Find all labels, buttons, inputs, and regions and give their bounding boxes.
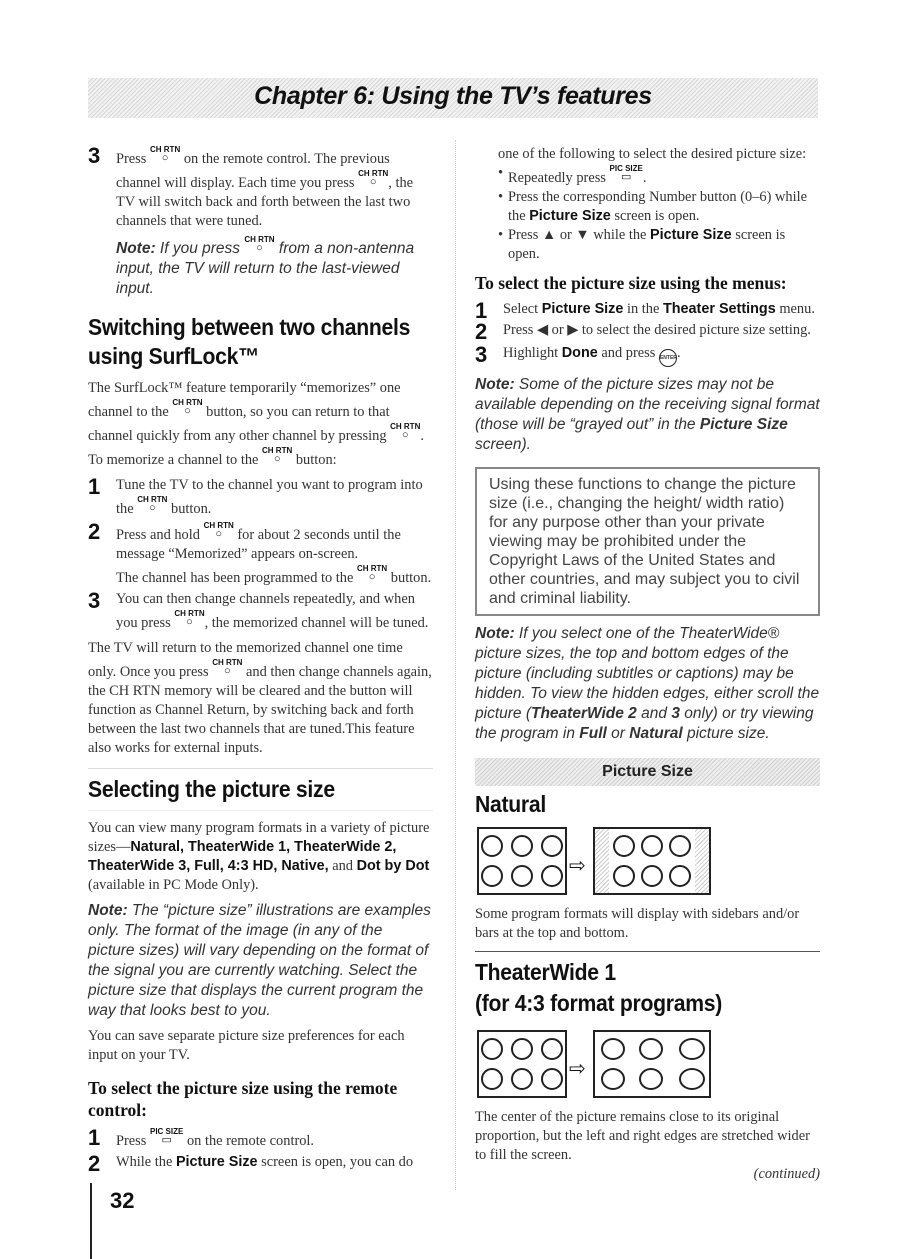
chapter-title: Chapter 6: Using the TV’s features — [254, 82, 652, 110]
natural-description: Some program formats will display with sidebars and/or bars at the top and bottom. — [475, 906, 800, 941]
circle-icon — [481, 1068, 503, 1090]
theaterwide-3-term: 3 — [671, 705, 680, 722]
text: The TV will return to the memorized channel one time only. Once you press — [88, 640, 403, 680]
circle-icon — [541, 835, 563, 857]
text: Press and hold — [116, 527, 200, 543]
text: Tune the TV to the channel you want to program into the — [116, 477, 423, 517]
continued-label: (continued) — [753, 1166, 820, 1182]
text: Press ▲ or ▼ while the — [508, 227, 647, 243]
step-3-intro — [88, 145, 433, 231]
text: You can then change channels repeatedly, and when you press — [116, 591, 415, 631]
theaterwide-1-description: The center of the picture remains close to its original proportion, but the left and right edges are stretched wider to fill the screen. — [475, 1109, 810, 1163]
original-screen — [477, 1030, 567, 1098]
text: from a non-antenna input, the TV will return to the last-viewed input. — [116, 240, 415, 297]
step-number: 3 — [88, 588, 101, 613]
ch-rtn-button-icon: CH RTN ○ — [212, 658, 243, 677]
text: button, so you can return to that channel quickly from any other channel by pressing — [88, 404, 390, 444]
ch-rtn-button-icon: CH RTN ○ — [174, 609, 205, 628]
text: While the — [116, 1154, 173, 1170]
circle-icon — [613, 835, 635, 857]
theater-settings-term: Theater Settings — [662, 301, 776, 317]
picture-size-term: Picture Size — [650, 227, 732, 243]
picture-size-term: Picture Size — [529, 208, 611, 224]
circle-icon — [641, 865, 663, 887]
picture-size-heading: Selecting the picture size — [88, 776, 335, 802]
note-theaterwide — [475, 624, 820, 744]
text: and — [641, 705, 667, 722]
ch-rtn-button-icon: CH RTN ○ — [356, 564, 388, 583]
circle-icon — [541, 1068, 563, 1090]
circle-icon — [511, 835, 533, 857]
natural-screen — [593, 827, 711, 895]
text: . To memorize a channel to the — [88, 428, 424, 468]
step-number: 1 — [88, 474, 101, 499]
circle-icon — [679, 1068, 705, 1090]
text: The channel has been programmed to the — [116, 570, 354, 586]
text: Press — [116, 1133, 147, 1149]
text: Press the corresponding Number button (0–6) while the — [508, 189, 807, 224]
circle-icon — [511, 865, 533, 887]
circle-icon — [639, 1068, 663, 1090]
ch-rtn-button-icon: CH RTN ○ — [137, 495, 168, 514]
column-divider — [455, 140, 456, 1190]
ch-rtn-button-icon: CH RTN ○ — [358, 169, 389, 188]
surflock-paragraph — [88, 379, 433, 470]
theaterwide-1-illustration — [475, 1030, 820, 1102]
bullet-arrow-keys — [498, 226, 820, 264]
natural-illustration — [475, 827, 820, 899]
picture-size-band: Picture Size — [475, 758, 820, 786]
text: and then change channels again, the CH RTN memory will be cleared and the button will function as Channel Return, by switching back and forth between the last two channels that are tuned.This feature also works for external inputs. — [88, 664, 432, 756]
text: only) or try viewing the program in — [475, 705, 814, 742]
text: on the remote control. The previous channel will display. Each time you press — [116, 151, 390, 191]
note-grayed-out — [475, 375, 820, 455]
text: . — [676, 345, 681, 361]
text: screen). — [475, 436, 531, 453]
circle-icon — [601, 1068, 625, 1090]
text: Select — [503, 301, 539, 317]
formats-paragraph — [88, 819, 433, 895]
circle-icon — [511, 1038, 533, 1060]
menu-step-2 — [475, 319, 820, 344]
note-illustrations — [88, 901, 433, 1021]
circle-icon — [541, 1038, 563, 1060]
step-number: 2 — [475, 319, 488, 344]
theaterwide-screen — [593, 1030, 711, 1098]
surflock-step-1 — [88, 476, 433, 519]
pic-size-button-icon: PIC SIZE ▭ — [609, 164, 643, 183]
step-number: 2 — [88, 519, 101, 544]
text: Press — [116, 151, 147, 167]
circle-icon — [601, 1038, 625, 1060]
arrow-right-icon: ⇨ — [569, 1058, 586, 1080]
text: button. — [390, 570, 432, 586]
bullet-number-button — [498, 188, 820, 226]
text: Some of the picture sizes may not be available depending on the receiving signal format (those will be “grayed out” in the — [475, 376, 820, 433]
menus-heading: To select the picture size using the menus: — [475, 273, 787, 293]
surflock-step-3 — [88, 590, 433, 633]
circle-icon — [481, 865, 503, 887]
circle-icon — [669, 835, 691, 857]
enter-button-icon: ENTER — [659, 349, 677, 367]
text: screen is open. — [508, 227, 786, 262]
circle-icon — [481, 1038, 503, 1060]
step-number: 3 — [88, 143, 101, 168]
arrow-right-icon: ⇨ — [569, 855, 586, 877]
pic-size-button-icon: PIC SIZE ▭ — [150, 1127, 184, 1146]
remote-step-2 — [88, 1151, 433, 1176]
text: If you select one of the TheaterWide® picture sizes, the top and bottom edges of the picture (including subtitles or captions) may be hidden. To view the hidden edges, either scroll the picture ( — [475, 625, 820, 722]
picture-size-term: Picture Size — [541, 301, 624, 317]
circle-icon — [541, 865, 563, 887]
natural-term: Natural — [629, 725, 683, 742]
text: Highlight — [503, 345, 559, 361]
page-number: 32 — [110, 1188, 135, 1213]
picture-size-term: Picture Size — [699, 416, 788, 433]
note-label: Note: — [475, 376, 515, 393]
step-number: 1 — [475, 298, 488, 323]
right-column — [475, 145, 820, 1184]
surflock-heading: Switching between two channels using SurfLock™ — [88, 314, 411, 369]
text: , the TV will switch back and forth between the last two channels that were tuned. — [116, 175, 414, 229]
remote-step-1 — [88, 1127, 433, 1151]
ch-rtn-button-icon: CH RTN ○ — [172, 398, 203, 417]
surflock-step-2 — [88, 521, 433, 588]
text: Repeatedly press — [508, 170, 606, 186]
text: . — [642, 170, 647, 186]
note-label: Note: — [88, 902, 128, 919]
theaterwide-1-subheading: (for 4:3 format programs) — [475, 990, 723, 1016]
step-number: 2 — [88, 1151, 101, 1176]
copyright-warning-box: Using these functions to change the picture size (i.e., changing the height/ width ratio) for any purpose other than your private viewing may be prohibited under the Copyright Laws of the United States and other countries, and may subject you to civil and criminal liability. — [475, 467, 820, 616]
text: You can view many program formats in a variety of picture sizes— — [88, 820, 430, 855]
circle-icon — [481, 835, 503, 857]
text: or — [611, 725, 625, 742]
left-column — [88, 143, 433, 1176]
text: in the — [626, 301, 660, 317]
text: button: — [295, 452, 337, 468]
section-divider — [88, 810, 433, 811]
section-divider — [88, 768, 433, 769]
text: for about 2 seconds until the message “Memorized” appears on-screen. — [116, 527, 401, 562]
text: and — [332, 858, 353, 874]
original-screen — [477, 827, 567, 895]
natural-heading: Natural — [475, 791, 546, 817]
full-term: Full — [579, 725, 607, 742]
text: menu. — [779, 301, 815, 317]
ch-rtn-button-icon: CH RTN ○ — [262, 446, 293, 465]
text: (available in PC Mode Only). — [88, 877, 259, 893]
ch-rtn-button-icon: CH RTN ○ — [390, 422, 421, 441]
circle-icon — [679, 1038, 705, 1060]
ch-rtn-button-icon: CH RTN ○ — [150, 145, 181, 164]
remote-heading: To select the picture size using the remote control: — [88, 1078, 398, 1120]
page-margin-bar — [90, 1183, 92, 1259]
continued-paragraph: one of the following to select the desired picture size: — [498, 146, 807, 162]
bullet-repeatedly-press — [498, 164, 820, 188]
picture-size-term: Picture Size — [175, 1154, 258, 1170]
note-non-antenna — [88, 235, 433, 299]
theaterwide-2-term: TheaterWide 2 — [531, 705, 637, 722]
text: The “picture size” illustrations are examples only. The format of the image (in any of the picture sizes) will vary depending on the format of the signal you are currently watching. Select the picture size that displays the current program the way that looks best to you. — [88, 902, 431, 1019]
circle-icon — [613, 865, 635, 887]
menu-step-3 — [475, 344, 820, 367]
formats-list: Natural, TheaterWide 1, TheaterWide 2, TheaterWide 3, Full, 4:3 HD, Native, — [88, 839, 397, 874]
ch-rtn-button-icon: CH RTN ○ — [244, 235, 275, 254]
section-divider — [475, 951, 820, 952]
ch-rtn-button-icon: CH RTN ○ — [203, 521, 234, 540]
text: , the memorized channel will be tuned. — [204, 615, 429, 631]
circle-icon — [669, 865, 691, 887]
circle-icon — [641, 835, 663, 857]
memorized-return-paragraph — [88, 639, 433, 758]
text: The SurfLock™ feature temporarily “memorizes” one channel to the — [88, 380, 401, 420]
text: screen is open. — [614, 208, 700, 224]
step-number: 3 — [475, 342, 488, 367]
text: Press ◀ or ▶ to select the desired picture size setting. — [503, 322, 811, 338]
text: on the remote control. — [186, 1133, 315, 1149]
circle-icon — [511, 1068, 533, 1090]
step-number: 1 — [88, 1125, 101, 1150]
save-preferences-paragraph: You can save separate picture size preferences for each input on your TV. — [88, 1028, 405, 1063]
text: and press — [601, 345, 656, 361]
note-label: Note: — [116, 240, 156, 257]
menu-step-1 — [475, 298, 820, 323]
format-dot-by-dot: Dot by Dot — [356, 858, 430, 874]
theaterwide-1-heading: TheaterWide 1 — [475, 959, 616, 985]
text: picture size. — [686, 725, 770, 742]
done-term: Done — [561, 345, 598, 361]
text: button. — [171, 501, 212, 517]
note-label: Note: — [475, 625, 515, 642]
text: If you press — [159, 240, 241, 257]
text: screen is open, you can do — [261, 1154, 414, 1170]
circle-icon — [639, 1038, 663, 1060]
